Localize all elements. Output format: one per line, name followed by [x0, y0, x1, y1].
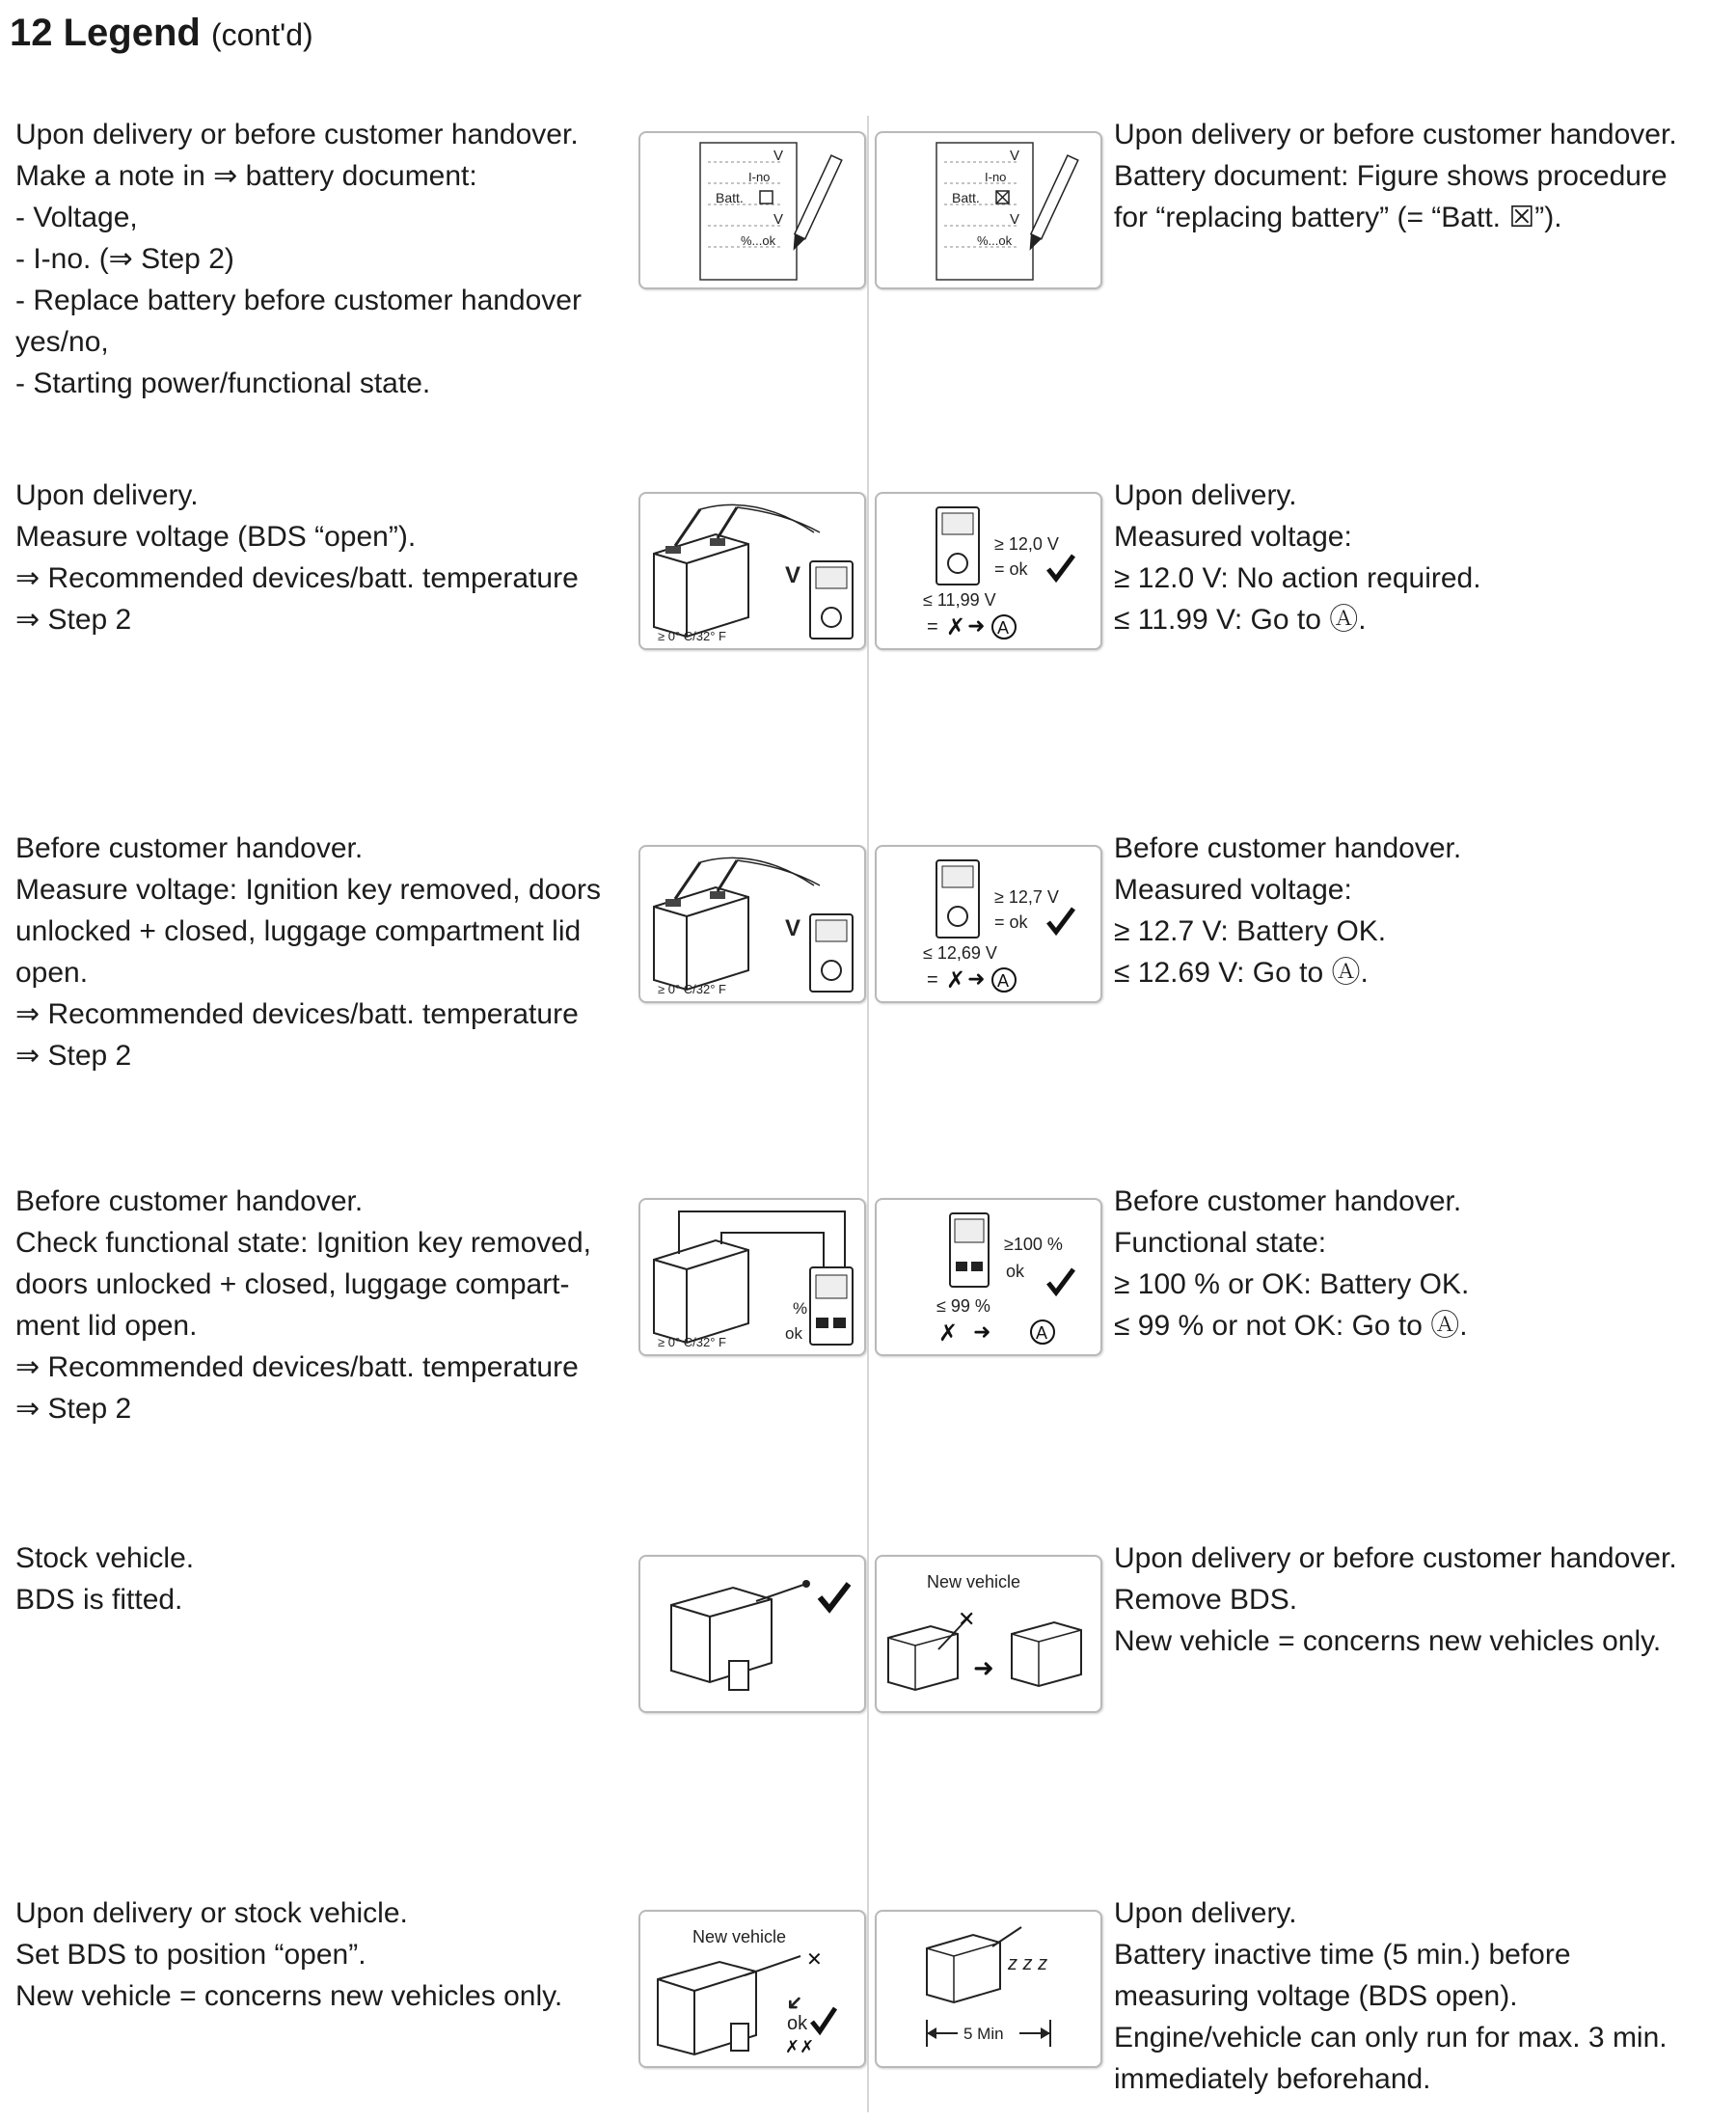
svg-text:➜: ➜ — [967, 613, 986, 638]
battery-document-figure — [638, 131, 866, 289]
row-5-right-text: Upon delivery or before customer handover. Remove BDS. New vehicle = concerns new vehicles only. — [1114, 1542, 1677, 1657]
svg-text:A: A — [997, 971, 1010, 991]
svg-text:V: V — [1010, 211, 1020, 228]
svg-text:V: V — [785, 562, 801, 588]
row-2-left-text: Upon delivery. Measure voltage (BDS “open”). ⇒ Recommended devices/batt. temperature ⇒ Step 2 — [15, 479, 579, 636]
row-4-right-text: Before customer handover. Functional state: ≥ 100 % or OK: Battery OK. ≤ 99 % or not OK: Go to Ⓐ. — [1114, 1185, 1470, 1342]
svg-text:A: A — [997, 618, 1010, 638]
svg-text:≤ 12,69 V: ≤ 12,69 V — [923, 943, 997, 963]
svg-text:V: V — [773, 148, 784, 164]
svg-text:New vehicle: New vehicle — [927, 1572, 1021, 1592]
bds-open-figure — [638, 1910, 866, 2068]
svg-text:I-no: I-no — [748, 170, 771, 184]
svg-text:≥ 12,7 V: ≥ 12,7 V — [994, 887, 1059, 907]
svg-text:=: = — [927, 616, 938, 638]
voltage-result-figure — [875, 492, 1102, 650]
page-title — [10, 8, 313, 60]
svg-text:=: = — [927, 969, 938, 991]
functional-state-figure — [638, 1198, 866, 1356]
row-3-right-text: Before customer handover. Measured voltage: ≥ 12.7 V: Battery OK. ≤ 12.69 V: Go to Ⓐ. — [1114, 832, 1462, 989]
svg-text:≥ 0° C/32° F: ≥ 0° C/32° F — [658, 1335, 726, 1349]
svg-text:A: A — [1036, 1323, 1048, 1343]
column-divider — [867, 116, 869, 2112]
svg-text:Batt.: Batt. — [952, 190, 980, 205]
svg-text:%...ok: %...ok — [741, 233, 776, 248]
svg-text:V: V — [773, 211, 784, 228]
voltage-handover-result-figure — [875, 845, 1102, 1003]
row-3-left-text: Before customer handover. Measure voltage: Ignition key removed, doors unlocked + closed, luggage compartment lid open. ⇒ Recommended devices/batt. temperature ⇒ Step 2 — [15, 832, 601, 1072]
section-title: 12 Legend — [10, 12, 201, 54]
svg-text:V: V — [1010, 148, 1020, 164]
measure-voltage-figure — [638, 492, 866, 650]
svg-text:≥100 %: ≥100 % — [1004, 1235, 1063, 1254]
svg-text:✗: ✗ — [946, 614, 966, 640]
svg-text:V: V — [785, 915, 801, 941]
svg-text:z z z: z z z — [1008, 1953, 1048, 1974]
svg-text:✕: ✕ — [958, 1607, 976, 1631]
svg-text:= ok: = ok — [994, 912, 1028, 932]
svg-text:➜: ➜ — [973, 1653, 994, 1682]
section-subtitle: (cont'd) — [210, 17, 313, 52]
svg-text:✗: ✗ — [938, 1320, 959, 1347]
svg-text:%: % — [793, 1299, 808, 1318]
svg-text:5 Min: 5 Min — [963, 2025, 1004, 2043]
battery-replace-document-figure — [875, 131, 1102, 289]
svg-text:✗✗: ✗✗ — [785, 2037, 815, 2056]
svg-text:≥ 0° C/32° F: ≥ 0° C/32° F — [658, 629, 726, 643]
functional-state-result-figure — [875, 1198, 1102, 1356]
svg-text:≥ 0° C/32° F: ≥ 0° C/32° F — [658, 982, 726, 996]
svg-text:➜: ➜ — [973, 1319, 991, 1344]
row-4-left-text: Before customer handover. Check functional state: Ignition key removed, doors unlocked + closed, luggage compart- ment lid open. ⇒ Recommended devices/batt. temperature ⇒ Step 2 — [15, 1185, 591, 1425]
row-5-left-text: Stock vehicle. BDS is fitted. — [15, 1542, 195, 1616]
svg-text:I-no: I-no — [985, 170, 1007, 184]
remove-bds-figure — [875, 1555, 1102, 1713]
svg-text:ok: ok — [1006, 1262, 1025, 1281]
svg-text:Batt.: Batt. — [716, 190, 744, 205]
svg-text:≤ 11,99 V: ≤ 11,99 V — [923, 590, 996, 610]
bds-fitted-figure — [638, 1555, 866, 1713]
row-1-right-text: Upon delivery or before customer handover. Battery document: Figure shows procedure for “replacing battery” (= “Batt. ☒”). — [1114, 119, 1677, 233]
svg-text:➜: ➜ — [967, 966, 986, 991]
svg-text:≥ 12,0 V: ≥ 12,0 V — [994, 534, 1059, 554]
svg-text:➜: ➜ — [779, 1988, 810, 2019]
svg-text:= ok: = ok — [994, 559, 1028, 579]
svg-text:ok: ok — [785, 1324, 802, 1343]
svg-text:✕: ✕ — [806, 1949, 823, 1971]
svg-text:≤ 99 %: ≤ 99 % — [936, 1296, 990, 1316]
row-2-right-text: Upon delivery. Measured voltage: ≥ 12.0 V: No action required. ≤ 11.99 V: Go to Ⓐ. — [1114, 479, 1481, 636]
inactive-time-figure — [875, 1910, 1102, 2068]
svg-text:%...ok: %...ok — [977, 233, 1013, 248]
svg-text:ok: ok — [787, 2013, 808, 2034]
row-1-left-text: Upon delivery or before customer handover. Make a note in ⇒ battery document: - Voltage, - I-no. (⇒ Step 2) - Replace battery before customer handover yes/no, - Starting power/functional state. — [15, 119, 582, 399]
svg-text:New vehicle: New vehicle — [692, 1927, 787, 1946]
row-6-left-text: Upon delivery or stock vehicle. Set BDS to position “open”. New vehicle = concerns new vehicles only. — [15, 1897, 563, 2012]
measure-voltage-handover-figure — [638, 845, 866, 1003]
svg-text:✗: ✗ — [946, 967, 966, 993]
row-6-right-text: Upon delivery. Battery inactive time (5 min.) before measuring voltage (BDS open). Engine/vehicle can only run for max. 3 min. immediately beforehand. — [1114, 1897, 1668, 2095]
